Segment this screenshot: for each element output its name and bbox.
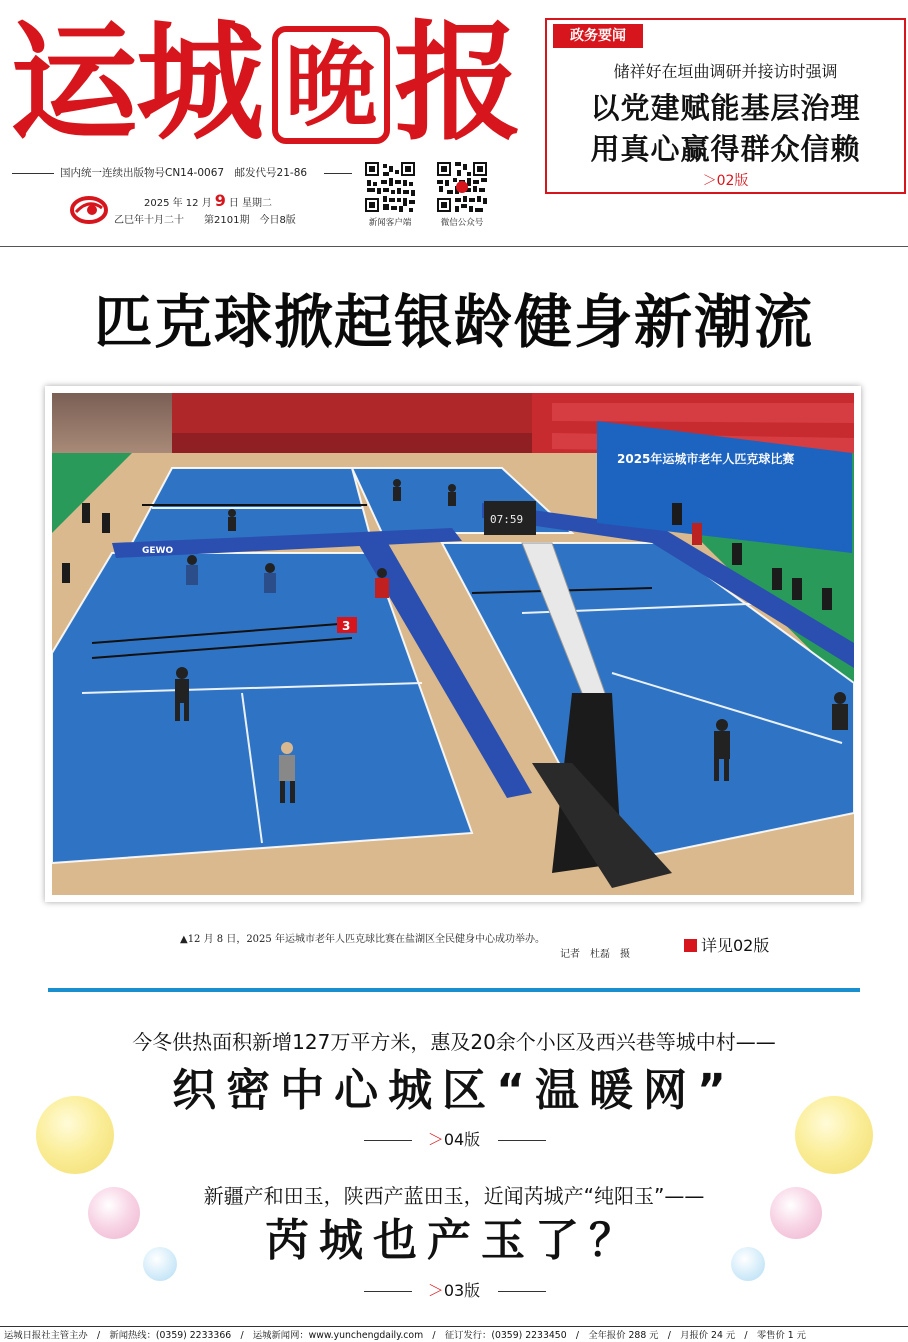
- qr-code-icon: [437, 162, 487, 212]
- masthead: [0, 0, 908, 248]
- footer-info: 运城日报社主管主办 / 新闻热线：(0359) 2233366 / 运城新闻网：www.yunchengdaily.com / 征订发行：(0359) 2233450 / 全年报价 288 元 / 月报价 24 元 / 零售价 1 元: [4, 1330, 806, 1341]
- sun-emblem-icon: [70, 194, 108, 224]
- logo-char-3: 晚: [284, 31, 377, 139]
- teaser-1-page-ref[interactable]: [0, 1128, 908, 1152]
- lunar-issue-line: 乙巳年十月二十 第2101期 今日8版: [114, 215, 296, 226]
- teaser-1-page: 04版: [443, 1130, 481, 1149]
- gov-news-page-ref[interactable]: ＞02版: [702, 173, 749, 189]
- teaser-2-arrow: ＞: [427, 1281, 444, 1300]
- masthead-divider: [0, 246, 908, 247]
- photo-caption: ▲12 月 8 日，2025 年运城市老年人匹克球比赛在盐湖区全民健身中心成功举办。: [180, 934, 545, 945]
- sponsor-text: GEWO: [142, 546, 174, 556]
- date-year-month: 2025 年 12 月: [144, 198, 212, 209]
- gov-news-box[interactable]: [545, 18, 906, 194]
- qr-code-icon: [365, 162, 415, 212]
- logo-char-4: 报: [394, 8, 523, 158]
- photo-credit: 记者 杜磊 摄: [560, 949, 630, 960]
- date-line: [144, 192, 272, 213]
- date-day-unit: 日: [228, 198, 239, 209]
- gov-news-subtitle: 储祥好在垣曲调研并接访时强调: [613, 62, 838, 81]
- gov-news-tag: 政务要闻: [553, 24, 643, 48]
- lead-photo-frame[interactable]: [45, 386, 861, 902]
- pickleball-hall-illustration: [52, 393, 854, 895]
- publication-numbers: [12, 164, 352, 182]
- logo-char-2: 城: [136, 8, 265, 158]
- gov-news-headline-2[interactable]: 用真心赢得群众信赖: [590, 132, 861, 166]
- teaser-1-title[interactable]: 织密中心城区“温暖网”: [172, 1065, 736, 1116]
- lead-photo: [52, 393, 854, 895]
- footer: [0, 1326, 908, 1342]
- date-weekday: 星期二: [242, 198, 273, 209]
- teaser-2-page: 03版: [443, 1281, 481, 1300]
- logo-char-1: 运: [10, 8, 139, 158]
- teaser-2-page-ref[interactable]: [0, 1279, 908, 1303]
- section-divider: [48, 988, 860, 992]
- see-more-link[interactable]: [684, 935, 769, 957]
- see-more-text: 详见02版: [701, 936, 770, 955]
- teaser-1-arrow: ＞: [427, 1130, 444, 1149]
- logo-seal: [272, 26, 390, 144]
- banner-text: 2025年运城市老年人匹克球比赛: [617, 452, 795, 466]
- gov-news-headline-1[interactable]: 以党建赋能基层治理: [590, 91, 861, 125]
- teaser-1-subtitle: 今冬供热面积新增127万平方米，惠及20余个小区及西兴巷等城中村——: [132, 1030, 776, 1054]
- qr-caption: 新闻客户端: [368, 218, 412, 228]
- publication-numbers-text: 国内统一连续出版物号CN14-0067 邮发代号21-86: [60, 167, 308, 179]
- red-square-icon: [684, 939, 697, 952]
- qr-wechat[interactable]: [434, 160, 490, 234]
- scoreboard-text: 07:59: [490, 513, 524, 526]
- teaser-2-subtitle: 新疆产和田玉，陕西产蓝田玉，近闻芮城产“纯阳玉”——: [203, 1184, 705, 1208]
- teaser-2-title[interactable]: 芮城也产玉了？: [265, 1215, 643, 1266]
- lead-headline[interactable]: 匹克球掀起银龄健身新潮流: [93, 288, 814, 356]
- court-number: 3: [342, 619, 351, 633]
- date-block: [70, 190, 360, 232]
- qr-caption: 微信公众号: [440, 218, 484, 228]
- date-day: 9: [214, 191, 226, 210]
- newspaper-logo: [10, 8, 530, 158]
- qr-news-client[interactable]: [362, 160, 418, 234]
